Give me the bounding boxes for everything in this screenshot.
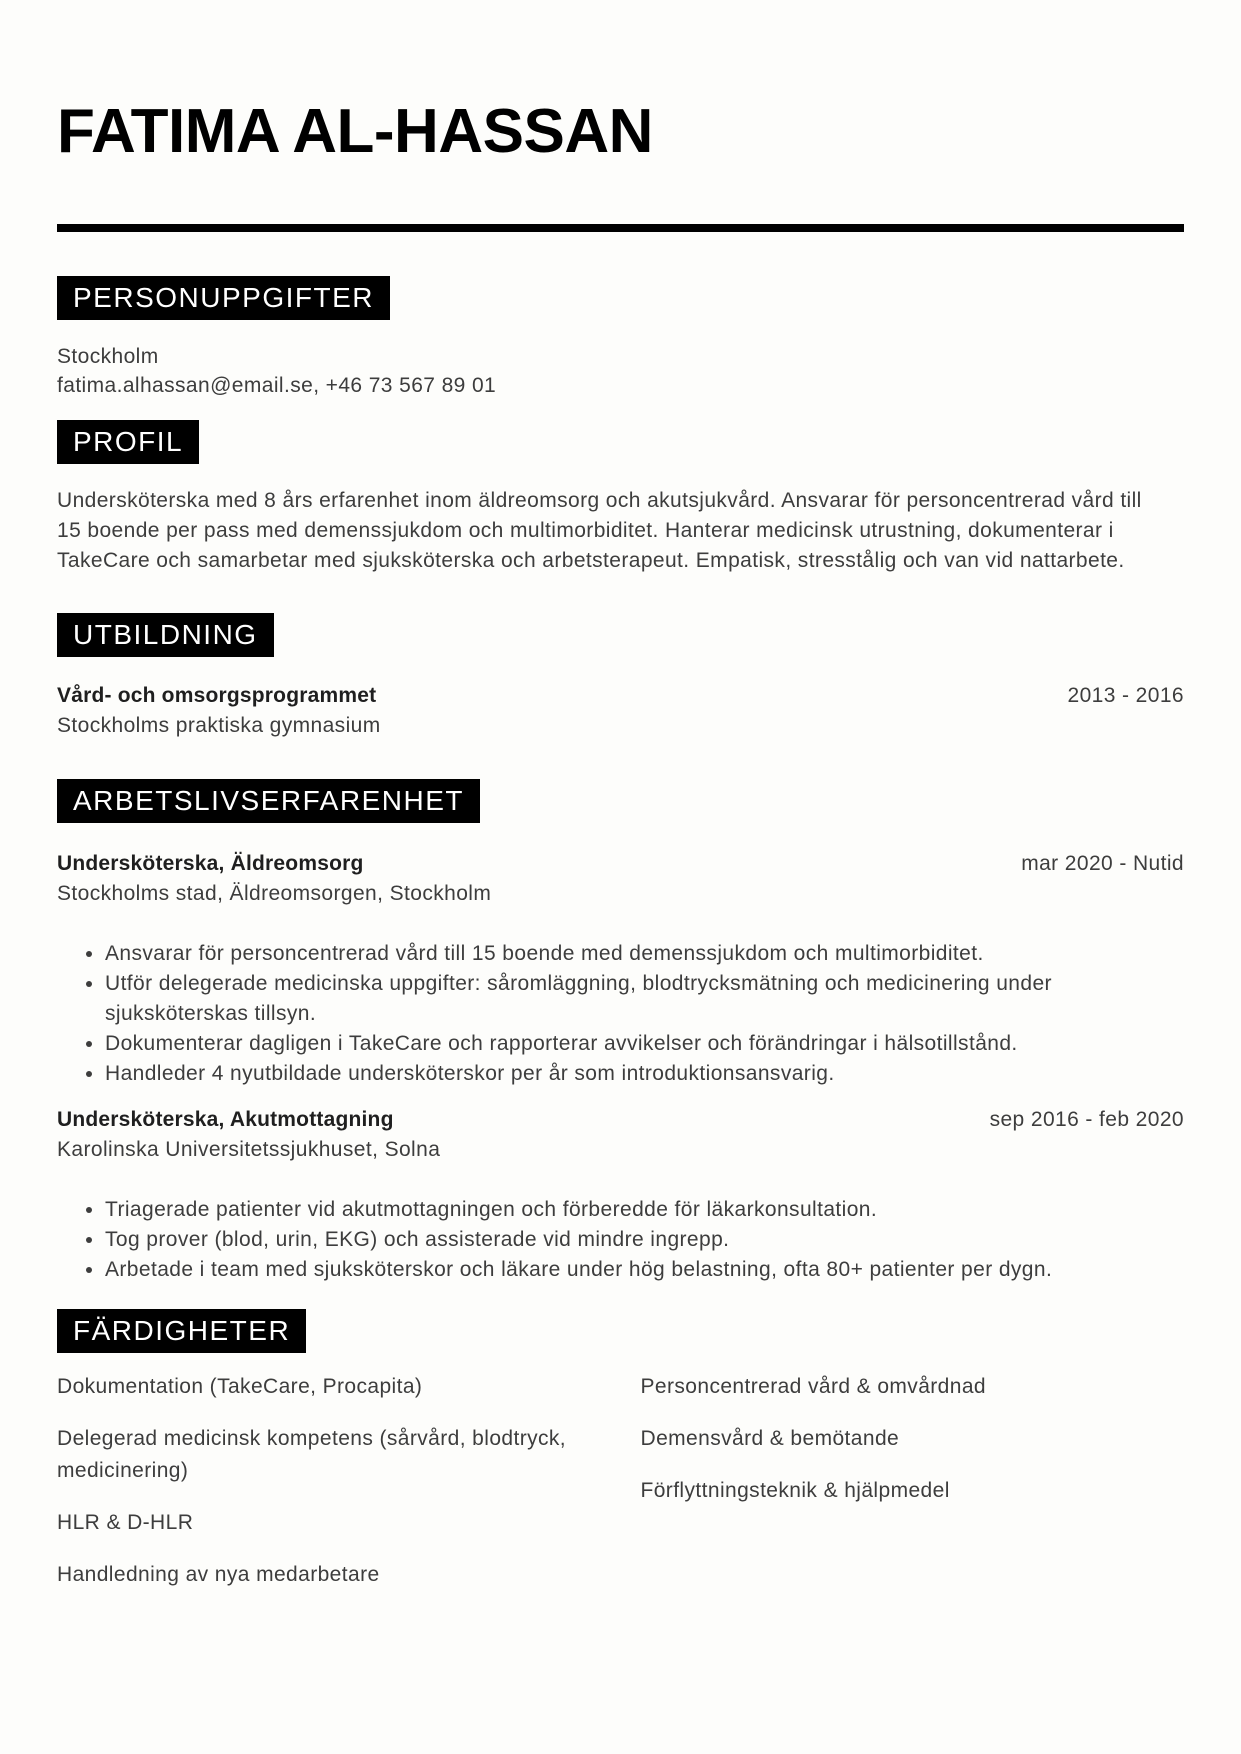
job-bullet: • Arbetade i team med sjuksköterskor och läkare under hög belastning, ofta 80+ patienter per dygn.	[105, 1255, 1184, 1285]
education-entry-header	[57, 681, 1184, 711]
section-label-experience: ARBETSLIVSERFARENHET	[57, 779, 480, 823]
skill-item: HLR & D-HLR	[57, 1511, 194, 1534]
job-bullet: • Tog prover (blod, urin, EKG) och assisterade vid mindre ingrepp.	[105, 1225, 1184, 1255]
job-bullet: • Dokumenterar dagligen i TakeCare och rapporterar avvikelser och förändringar i hälsotillstånd.	[105, 1029, 1184, 1059]
job-bullet: • Ansvarar för personcentrerad vård till 15 boende med demenssjukdom och multimorbiditet.	[105, 939, 1184, 969]
section-experience	[57, 779, 1184, 1285]
skill-item: Förflyttningsteknik & hjälpmedel	[640, 1479, 950, 1502]
job-header	[57, 1105, 1184, 1135]
section-label-personal: PERSONUPPGIFTER	[57, 276, 390, 320]
section-label-profile: PROFIL	[57, 420, 199, 464]
section-personal	[57, 276, 1184, 400]
job-bullet: • Triagerade patienter vid akutmottagningen och förberedde för läkarkonsultation.	[105, 1195, 1184, 1225]
divider-rule	[57, 224, 1184, 232]
experience-entry	[57, 1105, 1184, 1285]
section-label-skills: FÄRDIGHETER	[57, 1309, 306, 1353]
skills-column-left	[57, 1371, 601, 1611]
contact-email-phone: fatima.alhassan@email.se, +46 73 567 89 01	[57, 374, 497, 397]
skill-item: Delegerad medicinsk kompetens (sårvård, blodtryck, medicinering)	[57, 1427, 567, 1482]
job-bullet-list	[57, 1195, 1184, 1285]
experience-entry	[57, 849, 1184, 1089]
skills-grid	[57, 1371, 1184, 1611]
profile-summary: Undersköterska med 8 års erfarenhet inom äldreomsorg och akutsjukvård. Ansvarar för personcentrerad vård till 15 boende per pass med demenssjukdom och multimorbiditet. Hanterar medicinsk utrustning, dokumenterar i TakeCare och samarbetar med sjuksköterska och arbetsterapeut. Empatisk, stresstålig och van vid nattarbete.	[57, 489, 1142, 572]
job-dates: sep 2016 - feb 2020	[989, 1108, 1184, 1131]
job-title: Undersköterska, Akutmottagning	[57, 1108, 394, 1131]
section-label-education: UTBILDNING	[57, 613, 274, 657]
page-title: FATIMA AL-HASSAN	[57, 97, 653, 166]
job-dates: mar 2020 - Nutid	[1021, 852, 1184, 875]
skill-item: Personcentrerad vård & omvårdnad	[640, 1375, 986, 1398]
section-skills	[57, 1309, 1184, 1611]
skills-column-right	[641, 1371, 1185, 1527]
contact-block	[57, 342, 1184, 400]
section-education	[57, 613, 1184, 741]
skill-item: Dokumentation (TakeCare, Procapita)	[57, 1375, 423, 1398]
degree-title: Vård- och omsorgsprogrammet	[57, 684, 377, 707]
job-bullet: • Utför delegerade medicinska uppgifter: såromläggning, blodtrycksmätning och medicinering under sjuksköterskas tillsyn.	[105, 969, 1184, 1029]
skill-item: Demensvård & bemötande	[640, 1427, 900, 1450]
skill-item: Handledning av nya medarbetare	[57, 1563, 380, 1586]
education-entry	[57, 681, 1184, 741]
job-bullet: • Handleder 4 nyutbildade undersköterskor per år som introduktionsansvarig.	[105, 1059, 1184, 1089]
education-dates: 2013 - 2016	[1067, 684, 1184, 707]
section-profile	[57, 420, 1184, 576]
employer-name: Karolinska Universitetssjukhuset, Solna	[57, 1138, 441, 1161]
job-header	[57, 849, 1184, 879]
employer-name: Stockholms stad, Äldreomsorgen, Stockholm	[57, 882, 492, 905]
contact-location: Stockholm	[57, 345, 159, 368]
job-bullet-list	[57, 939, 1184, 1089]
job-title: Undersköterska, Äldreomsorg	[57, 852, 364, 875]
school-name: Stockholms praktiska gymnasium	[57, 714, 381, 737]
